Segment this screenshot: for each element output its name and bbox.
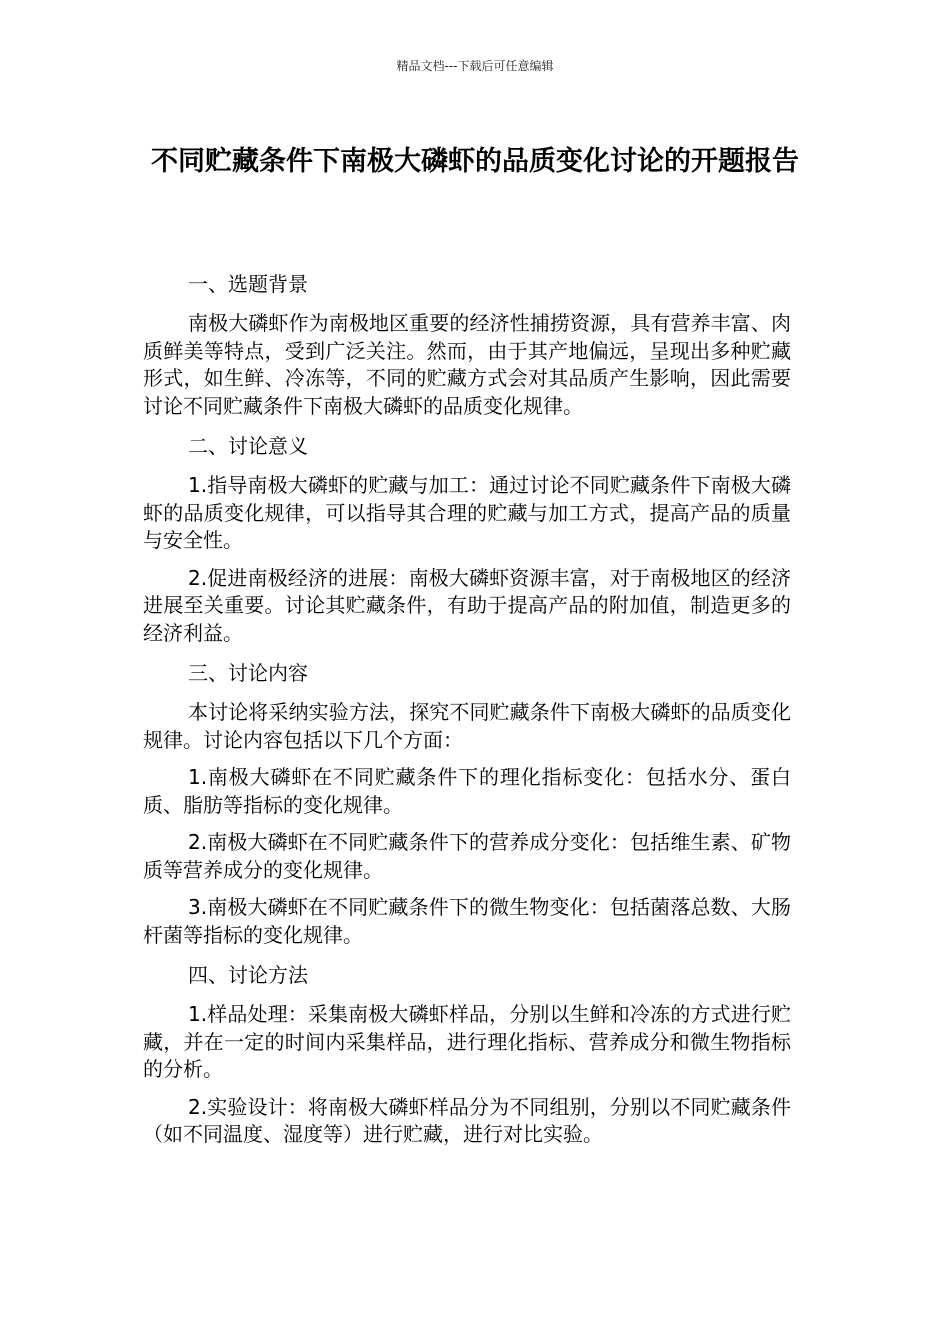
section-heading-content: 三、讨论内容: [188, 661, 308, 685]
paragraph: 2.南极大磷虾在不同贮藏条件下的营养成分变化：包括维生素、矿物质等营养成分的变化规律。: [143, 830, 791, 882]
paragraph: 1.南极大磷虾在不同贮藏条件下的理化指标变化：包括水分、蛋白质、脂肪等指标的变化规律。: [143, 765, 791, 817]
paragraph: 1.样品处理：采集南极大磷虾样品，分别以生鲜和冷冻的方式进行贮藏，并在一定的时间内采集样品，进行理化指标、营养成分和微生物指标的分析。: [143, 1002, 791, 1081]
document-title: 不同贮藏条件下南极大磷虾的品质变化讨论的开题报告: [151, 146, 799, 177]
paragraph: 2.促进南极经济的进展：南极大磷虾资源丰富，对于南极地区的经济进展至关重要。讨论其贮藏条件，有助于提高产品的附加值，制造更多的经济利益。: [143, 565, 791, 645]
paragraph: 本讨论将采纳实验方法，探究不同贮藏条件下南极大磷虾的品质变化规律。讨论内容包括以下几个方面：: [143, 700, 791, 752]
header-note: 精品文档---下载后可任意编辑: [396, 59, 554, 73]
paragraph: 南极大磷虾作为南极地区重要的经济性捕捞资源，具有营养丰富、肉质鲜美等特点，受到广泛关注。然而，由于其产地偏远，呈现出多种贮藏形式，如生鲜、冷冻等，不同的贮藏方式会对其品质产生影响，因此需要讨论不同贮藏条件下南极大磷虾的品质变化规律。: [143, 311, 791, 418]
paragraph: 2.实验设计：将南极大磷虾样品分为不同组别，分别以不同贮藏条件（如不同温度、湿度等）进行贮藏，进行对比实验。: [143, 1094, 791, 1146]
section-heading-significance: 二、讨论意义: [188, 434, 308, 458]
section-heading-method: 四、讨论方法: [188, 963, 308, 987]
paragraph: 1.指导南极大磷虾的贮藏与加工：通过讨论不同贮藏条件下南极大磷虾的品质变化规律，可以指导其合理的贮藏与加工方式，提高产品的质量与安全性。: [143, 473, 791, 552]
paragraph: 3.南极大磷虾在不同贮藏条件下的微生物变化：包括菌落总数、大肠杆菌等指标的变化规律。: [143, 895, 791, 947]
document-body: [143, 268, 791, 1159]
section-heading-background: 一、选题背景: [188, 272, 308, 296]
